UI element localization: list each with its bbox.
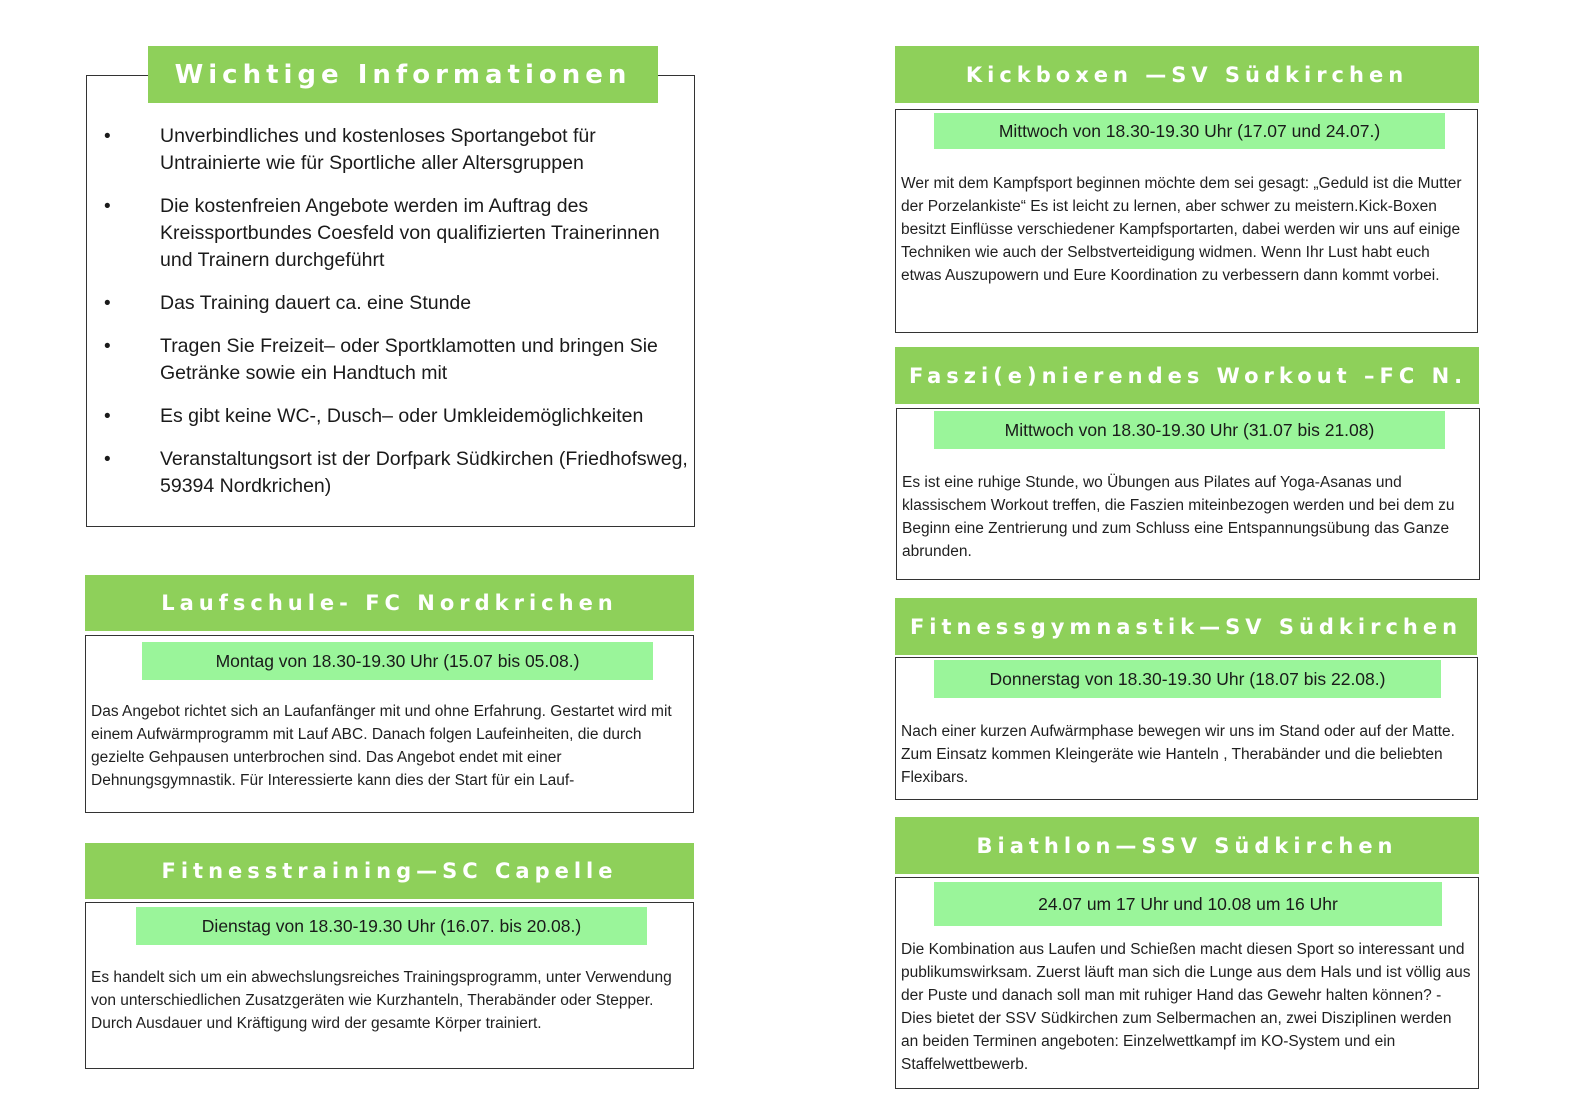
faszien-title: Faszi(e)nierendes Workout –FC N. bbox=[895, 347, 1479, 404]
info-item-text: Tragen Sie Freizeit– oder Sportklamotten und bringen Sie Getränke sowie ein Handtuch mit bbox=[160, 335, 658, 384]
info-item bbox=[100, 333, 690, 387]
bullet: • bbox=[104, 196, 111, 217]
fitnessgymnastik-description: Nach einer kurzen Aufwärmphase bewegen wir uns im Stand oder auf der Matte. Zum Einsatz kommen Kleingeräte wie Hanteln , Therabänder und die beliebten Flexibars. bbox=[901, 723, 1455, 786]
fitnessgymnastik-schedule: Donnerstag von 18.30-19.30 Uhr (18.07 bis 22.08.) bbox=[934, 660, 1441, 698]
info-title: Wichtige Informationen bbox=[148, 46, 658, 103]
bullet: • bbox=[104, 293, 111, 314]
info-item-text: Unverbindliches und kostenloses Sportangebot für Untrainierte wie für Sportliche aller Altersgruppen bbox=[160, 125, 596, 174]
info-item-text: Es gibt keine WC-, Dusch– oder Umkleidemöglichkeiten bbox=[160, 405, 644, 427]
laufschule-schedule: Montag von 18.30-19.30 Uhr (15.07 bis 05.08.) bbox=[142, 642, 653, 680]
bullet: • bbox=[104, 336, 111, 357]
faszien-description: Es ist eine ruhige Stunde, wo Übungen aus Pilates auf Yoga-Asanas und klassischem Workout treffen, die Faszien miteinbezogen werden und bei dem zu Beginn eine Zentrierung und zum Schluss eine Entspannungsübung das Ganze abrunden. bbox=[902, 474, 1455, 560]
kickboxen-schedule: Mittwoch von 18.30-19.30 Uhr (17.07 und 24.07.) bbox=[934, 113, 1445, 149]
fitnesstraining-card bbox=[85, 902, 694, 1069]
biathlon-description: Die Kombination aus Laufen und Schießen macht diesen Sport so interessant und publikumswirksam. Zuerst läuft man sich die Lunge aus dem Hals und ist völlig aus der Puste und danach soll man mit ruhiger Hand das Gewehr halten können? - Dies bietet der SSV Südkirchen zum Selbermachen an, zwei Disziplinen werden an beiden Terminen angeboten: Einzelwettkampf im KO-System und ein Staffelwettbewerb. bbox=[901, 941, 1471, 1073]
info-item-text: Das Training dauert ca. eine Stunde bbox=[160, 292, 472, 314]
fitnessgymnastik-title: Fitnessgymnastik—SV Südkirchen bbox=[895, 598, 1477, 655]
biathlon-title: Biathlon—SSV Südkirchen bbox=[895, 817, 1479, 874]
info-item bbox=[100, 193, 690, 274]
biathlon-card bbox=[895, 877, 1479, 1089]
info-list bbox=[100, 123, 690, 516]
info-item bbox=[100, 403, 690, 430]
info-item bbox=[100, 290, 690, 317]
fitnessgymnastik-card bbox=[895, 657, 1478, 800]
fitnesstraining-schedule: Dienstag von 18.30-19.30 Uhr (16.07. bis 20.08.) bbox=[136, 907, 647, 945]
info-item bbox=[100, 123, 690, 177]
kickboxen-title: Kickboxen —SV Südkirchen bbox=[895, 46, 1479, 103]
kickboxen-description: Wer mit dem Kampfsport beginnen möchte dem sei gesagt: „Geduld ist die Mutter der Porzelankiste“ Es ist leicht zu lernen, aber schwer zu meistern.Kick-Boxen besitzt Einflüsse verschiedener Kampfsportarten, dabei werden wir uns auf einige Techniken wie auch der Selbstverteidigung widmen. Wenn Ihr Lust habt euch etwas Auszupowern und Eure Koordination zu verbessern dann kommt vorbei. bbox=[901, 175, 1462, 284]
fitnesstraining-title: Fitnesstraining—SC Capelle bbox=[85, 843, 694, 899]
kickboxen-card bbox=[895, 109, 1478, 333]
laufschule-card bbox=[85, 635, 694, 813]
laufschule-description: Das Angebot richtet sich an Laufanfänger mit und ohne Erfahrung. Gestartet wird mit einem Aufwärmprogramm mit Lauf ABC. Danach folgen Laufeinheiten, die durch gezielte Gehpausen unterbrochen sind. Das Angebot endet mit einer Dehnungsgymnastik. Für Interessierte kann dies der Start für ein Lauf- bbox=[91, 703, 672, 789]
laufschule-title: Laufschule- FC Nordkrichen bbox=[85, 575, 694, 631]
info-item-text: Veranstaltungsort ist der Dorfpark Südkirchen (Friedhofsweg, 59394 Nordkrichen) bbox=[160, 448, 688, 497]
faszien-card bbox=[896, 408, 1480, 580]
info-item-text: Die kostenfreien Angebote werden im Auftrag des Kreissportbundes Coesfeld von qualifizierten Trainerinnen und Trainern durchgeführt bbox=[160, 195, 660, 271]
bullet: • bbox=[104, 449, 111, 470]
faszien-schedule: Mittwoch von 18.30-19.30 Uhr (31.07 bis 21.08) bbox=[934, 411, 1445, 449]
bullet: • bbox=[104, 126, 111, 147]
fitnesstraining-description: Es handelt sich um ein abwechslungsreiches Trainingsprogramm, unter Verwendung von unterschiedlichen Zusatzgeräten wie Kurzhanteln, Therabänder oder Stepper. Durch Ausdauer und Kräftigung wird der gesamte Körper trainiert. bbox=[91, 969, 672, 1032]
biathlon-schedule: 24.07 um 17 Uhr und 10.08 um 16 Uhr bbox=[934, 882, 1442, 926]
info-item bbox=[100, 446, 690, 500]
bullet: • bbox=[104, 406, 111, 427]
